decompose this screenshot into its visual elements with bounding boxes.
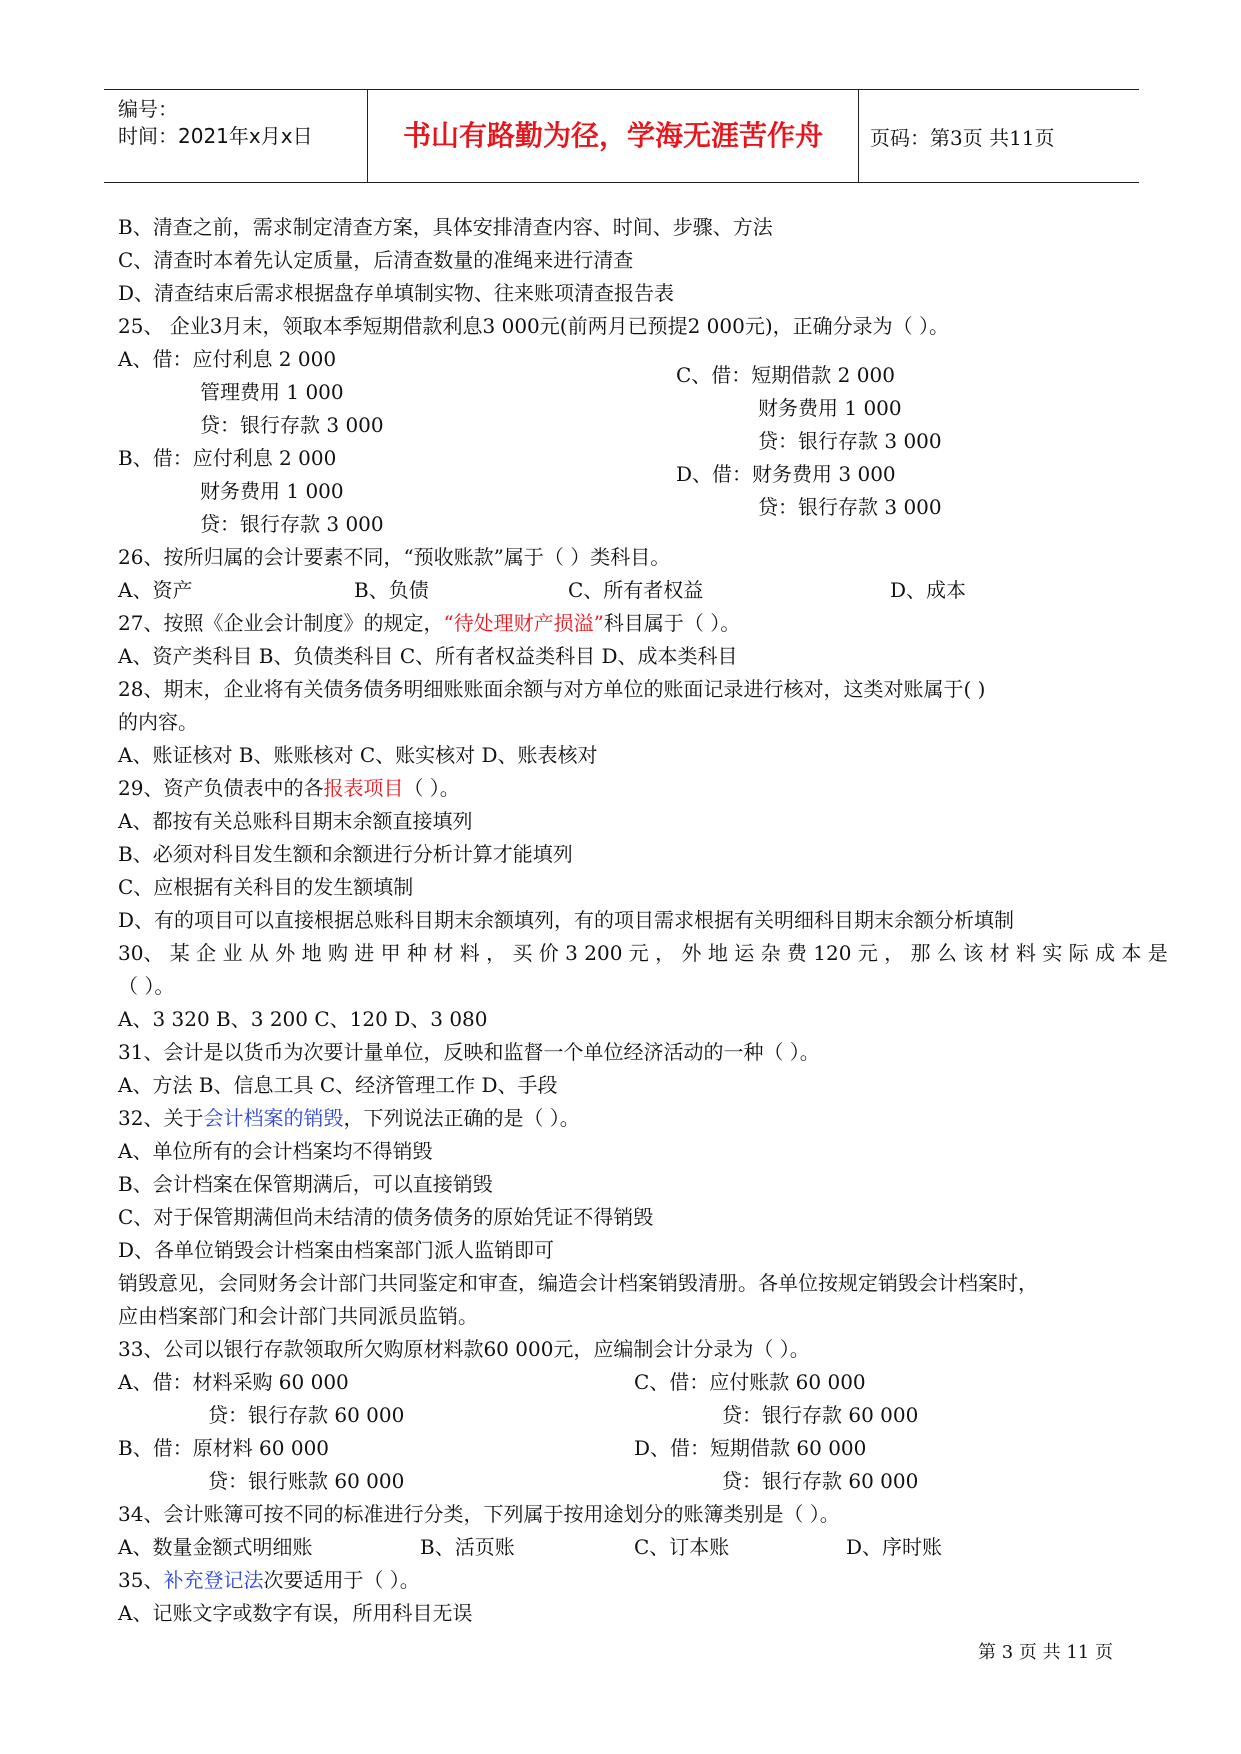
page-footer: 第 3 页 共 11 页 <box>978 1642 1113 1663</box>
q33-option-a-line1: A、借：材料采购 60 000 <box>118 1370 349 1394</box>
header-time-label: 时间：2021年x月x日 <box>118 124 313 148</box>
q25-option-c-line1: C、借：短期借款 2 000 <box>676 363 895 387</box>
q33-option-b-line1: B、借：原材料 60 000 <box>118 1436 330 1460</box>
q32-option-b: B、会计档案在保管期满后，可以直接销毁 <box>118 1172 493 1196</box>
q25-option-b-line2: 财务费用 1 000 <box>200 479 344 503</box>
question-28: 28、期末，企业将有关债务债务明细账账面余额与对方单位的账面记录进行核对，这类对账属于( ) <box>118 677 986 701</box>
question-34: 34、会计账簿可按不同的标准进行分类，下列属于按用途划分的账簿类别是（ ）。 <box>118 1502 840 1526</box>
q25-option-b-line3: 贷：银行存款 3 000 <box>200 512 384 536</box>
question-30: 30、 某 企 业 从 外 地 购 进 甲 种 材 料 ， 买 价 3 200 元 ， 外 地 运 杂 费 120 元 ， 那 么 该 材 料 实 际 成 本 是 <box>118 941 1168 965</box>
q31-options: A、方法 B、信息工具 C、经济管理工作 D、手段 <box>118 1073 558 1097</box>
q25-option-c-line2: 财务费用 1 000 <box>758 396 902 420</box>
q29-option-a: A、都按有关总账科目期末余额直接填列 <box>118 809 473 833</box>
q33-option-d-line2: 贷：银行存款 60 000 <box>722 1469 919 1493</box>
q26-option-a: A、资产 <box>118 578 193 602</box>
q32-option-d: D、各单位销毁会计档案由档案部门派人监销即可 <box>118 1238 555 1262</box>
q33-option-a-line2: 贷：银行存款 60 000 <box>208 1403 405 1427</box>
linked-term: 补充登记法 <box>163 1568 264 1592</box>
question-32: 32、关于会计档案的销毁，下列说法正确的是（ ）。 <box>118 1106 580 1130</box>
q25-option-b-line1: B、借：应付利息 2 000 <box>118 446 337 470</box>
q34-option-d: D、序时账 <box>846 1535 943 1559</box>
q32-note-line1: 销毁意见，会同财务会计部门共同鉴定和审查，编造会计档案销毁清册。各单位按规定销毁会计档案时， <box>118 1271 1038 1295</box>
q26-option-c: C、所有者权益 <box>568 578 704 602</box>
header-bottom-rule <box>104 182 1139 183</box>
q25-option-a-line1: A、借：应付利息 2 000 <box>118 347 337 371</box>
question-30-cont: （ ）。 <box>118 974 175 998</box>
q32-option-c: C、对于保管期满但尚未结清的债务债务的原始凭证不得销毁 <box>118 1205 654 1229</box>
q34-option-a: A、数量金额式明细账 <box>118 1535 313 1559</box>
q35-option-a: A、记账文字或数字有误，所用科目无误 <box>118 1601 473 1625</box>
q26-option-d: D、成本 <box>890 578 967 602</box>
question-25: 25、 企业3月末，领取本季短期借款利息3 000元(前两月已预提2 000元)，正确分录为（ ）。 <box>118 314 950 338</box>
q26-option-b: B、负债 <box>354 578 429 602</box>
q25-option-a-line3: 贷：银行存款 3 000 <box>200 413 384 437</box>
highlighted-term: 报表项目 <box>323 776 404 800</box>
header-top-rule <box>104 89 1139 90</box>
question-33: 33、公司以银行存款领取所欠购原材料款60 000元，应编制会计分录为（ ）。 <box>118 1337 810 1361</box>
question-29: 29、资产负债表中的各报表项目（ ）。 <box>118 776 460 800</box>
header-page-label: 页码：第3页 共11页 <box>870 126 1055 150</box>
header-motto: 书山有路勤为径，学海无涯苦作舟 <box>402 119 823 152</box>
question-28-cont: 的内容。 <box>118 710 198 734</box>
question-35: 35、补充登记法次要适用于（ ）。 <box>118 1568 420 1592</box>
q33-option-d-line1: D、借：短期借款 60 000 <box>634 1436 867 1460</box>
option-c-text: C、清查时本着先认定质量，后清查数量的准绳来进行清查 <box>118 248 634 272</box>
q29-option-c: C、应根据有关科目的发生额填制 <box>118 875 414 899</box>
q32-option-a: A、单位所有的会计档案均不得销毁 <box>118 1139 433 1163</box>
q32-note-line2: 应由档案部门和会计部门共同派员监销。 <box>118 1304 478 1328</box>
q34-option-b: B、活页账 <box>420 1535 515 1559</box>
q29-option-d: D、有的项目可以直接根据总账科目期末余额填列，有的项目需求根据有关明细科目期末余额分析填制 <box>118 908 1015 932</box>
q34-option-c: C、订本账 <box>634 1535 730 1559</box>
q27-options: A、资产类科目 B、负债类科目 C、所有者权益类科目 D、成本类科目 <box>118 644 738 668</box>
question-31: 31、会计是以货币为次要计量单位，反映和监督一个单位经济活动的一种（ ）。 <box>118 1040 820 1064</box>
question-26: 26、按所归属的会计要素不同，“预收账款”属于（ ）类科目。 <box>118 545 671 569</box>
highlighted-term: “待处理财产损溢” <box>443 611 604 635</box>
q29-option-b: B、必须对科目发生额和余额进行分析计算才能填列 <box>118 842 573 866</box>
q30-options: A、3 320 B、3 200 C、120 D、3 080 <box>118 1007 488 1031</box>
option-b-text: B、清查之前，需求制定清查方案，具体安排清查内容、时间、步骤、方法 <box>118 215 773 239</box>
q33-option-b-line2: 贷：银行账款 60 000 <box>208 1469 405 1493</box>
q33-option-c-line1: C、借：应付账款 60 000 <box>634 1370 866 1394</box>
header-divider-right <box>858 90 859 182</box>
q33-option-c-line2: 贷：银行存款 60 000 <box>722 1403 919 1427</box>
q25-option-d-line1: D、借：财务费用 3 000 <box>676 462 896 486</box>
q25-option-d-line2: 贷：银行存款 3 000 <box>758 495 942 519</box>
q25-option-c-line3: 贷：银行存款 3 000 <box>758 429 942 453</box>
linked-term: 会计档案的销毁 <box>203 1106 344 1130</box>
header-number-label: 编号： <box>118 97 178 121</box>
option-d-text: D、清查结束后需求根据盘存单填制实物、往来账项清查报告表 <box>118 281 675 305</box>
q28-options: A、账证核对 B、账账核对 C、账实核对 D、账表核对 <box>118 743 598 767</box>
q25-option-a-line2: 管理费用 1 000 <box>200 380 344 404</box>
question-27: 27、按照《企业会计制度》的规定，“待处理财产损溢”科目属于（ ）。 <box>118 611 741 635</box>
